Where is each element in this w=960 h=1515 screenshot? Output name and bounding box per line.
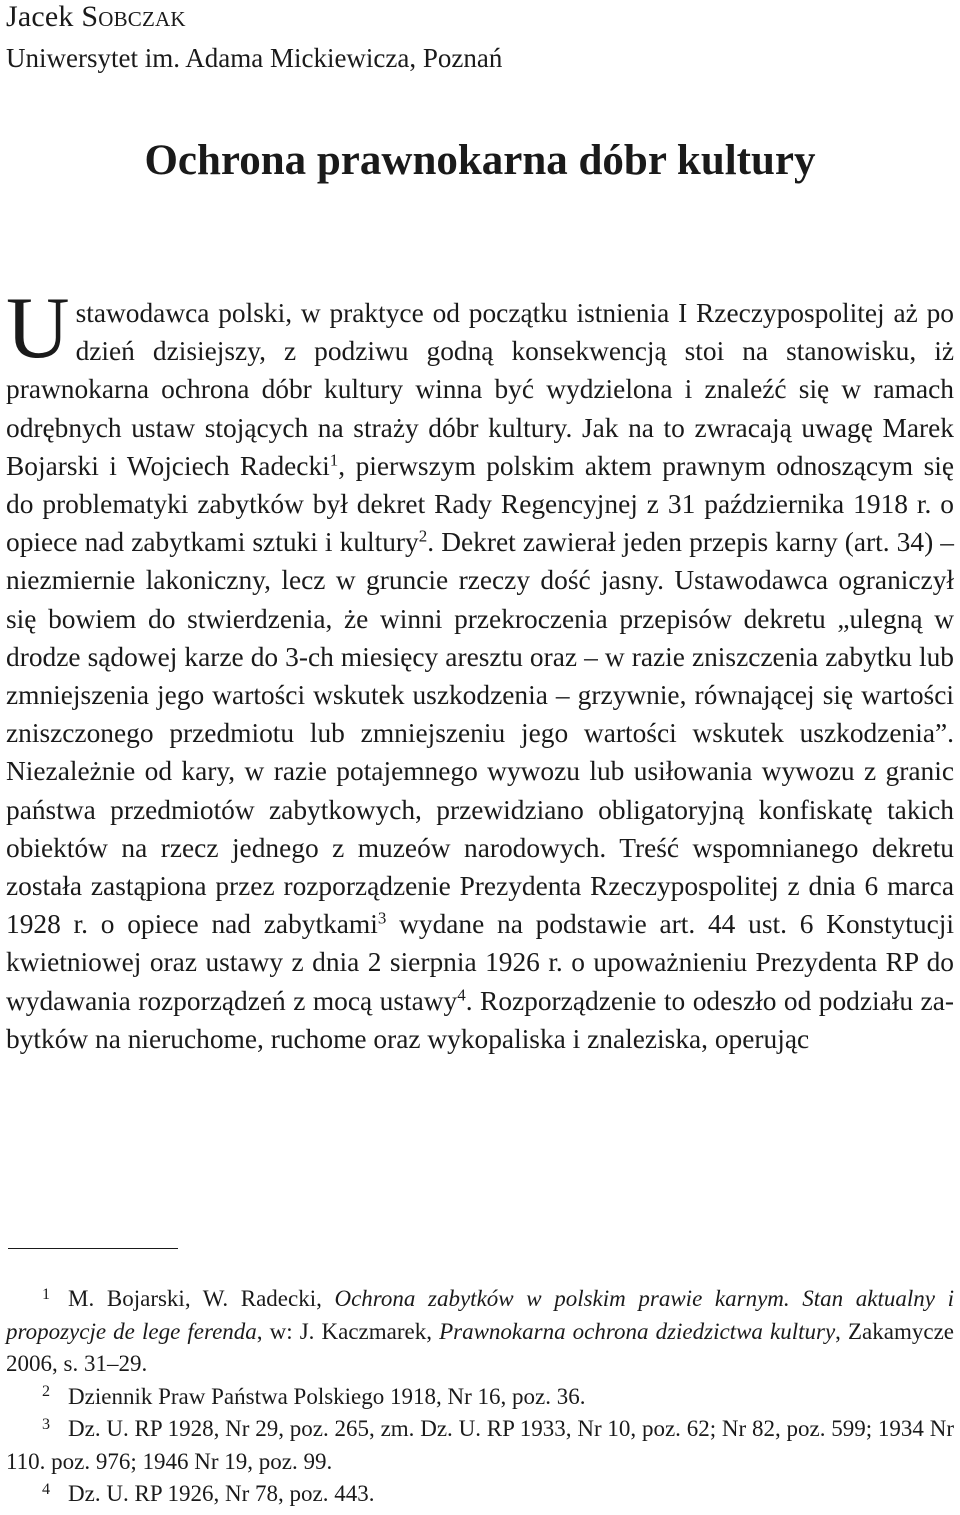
footnote-ref-4[interactable]: 4 bbox=[457, 985, 466, 1005]
author-affiliation: Uniwersytet im. Adama Mickiewicza, Poznań bbox=[6, 43, 503, 73]
footnote-text: Dz. U. RP 1926, Nr 78, poz. 443. bbox=[68, 1481, 375, 1506]
body-text-5: . Rozporządzenie to odeszło od podziału zabytków na nieruchome, ruchome oraz wykopaliska i znaleziska, operując bbox=[6, 985, 954, 1054]
article-body bbox=[6, 280, 954, 1058]
footnote-text: Dziennik Praw Państwa Polskiego 1918, Nr 16, poz. 36. bbox=[68, 1383, 586, 1409]
footnote-italic-title: Prawnokarna ochrona dziedzictwa kultury bbox=[439, 1318, 836, 1344]
footnote-ref-3[interactable]: 3 bbox=[377, 908, 387, 928]
body-text-1: stawodawca polski, w praktyce od początku istnienia I Rzeczypospolitej aż po dzień dzisiejszy, z podziwu godną konsekwencją stoi na stanowisku, iż prawnokarna ochrona dóbr kultury winna być wydzielona i znaleźć się w ramach odrębnych ustaw stojących na straży dóbr kultury. Jak na to zwracają uwagę Marek Bojarski i Wojciech Radecki bbox=[6, 298, 954, 481]
author-first-name: Jacek bbox=[6, 0, 74, 33]
footnote-number: 1 bbox=[42, 1285, 51, 1303]
footnote-text: , Zakamycze 2006, s. 31–29. bbox=[6, 1318, 954, 1376]
footnote-1 bbox=[6, 1283, 954, 1381]
footnote-text: Dz. U. RP 1928, Nr 29, poz. 265, zm. Dz. U. RP 1933, Nr 10, poz. 62; Nr 82, poz. 599; 1934 Nr 110. poz. 976; 1946 Nr 19, poz. 99. bbox=[6, 1416, 954, 1474]
footnote-number: 3 bbox=[42, 1415, 51, 1433]
footnote-italic-title: Ochrona zabytków w polskim prawie karnym. Stan aktualny i propozycje de lege ferenda bbox=[6, 1286, 954, 1344]
body-text-3: . Dekret zawierał jeden przepis karny (art. 34) – niezmiernie lakoniczny, lecz w gruncie rzeczy dość jasny. Ustawodawca ograniczył się bowiem do stwierdzenia, że winni przekroczenia przepisów dekretu „ulegną w drodze sądowej karze do 3-ch miesięcy aresztu oraz – w razie zniszczenia zabytku lub zmniejszenia jego wartości wskutek uszkodzenia – grzywnie, równającej się wartości zniszczonego przedmiotu lub zmniejszeniu jego wartości wskutek uszkodzenia”. Niezależnie od kary, w razie potajemnego wywozu lub usiłowania wywozu z granic państwa przedmiotów zabytkowych, przewidziano obligatoryjną konfiskatę takich obiektów na rzecz jednego z muzeów narodowych. Treść wspomnianego dekretu została zastąpiona przez rozporządzenie Prezydenta Rzeczypospolitej z dnia 6 marca 1928 r. o opiece nad zabytkami bbox=[6, 527, 954, 940]
author-name bbox=[6, 0, 186, 36]
footnote-3 bbox=[6, 1413, 954, 1478]
drop-cap: U bbox=[6, 280, 70, 377]
footnote-number: 2 bbox=[42, 1383, 51, 1401]
article-title: Ochrona prawnokarna dóbr kultury bbox=[144, 137, 816, 184]
footnote-2 bbox=[6, 1381, 954, 1414]
footnote-ref-2[interactable]: 2 bbox=[418, 526, 428, 546]
footnote-ref-1[interactable]: 1 bbox=[329, 450, 339, 470]
footnote-text: M. Bojarski, W. Radecki, bbox=[68, 1286, 335, 1311]
footnote-4 bbox=[6, 1478, 954, 1511]
body-text-4: wydane na podstawie art. 44 ust. 6 Konstytucji kwietniowej oraz ustawy z dnia 2 sierpnia 1926 r. o upoważnieniu Prezydenta RP do wydawania rozporządzeń z mocą ustawy bbox=[6, 909, 954, 1016]
footnotes bbox=[6, 1283, 954, 1511]
footnote-number: 4 bbox=[42, 1480, 51, 1498]
author-last-name: Sobczak bbox=[81, 0, 186, 33]
body-text-2: , pierwszym polskim aktem prawnym odnoszącym się do problematyki zabytków był dekret Rady Regencyjnej z 31 października 1918 r. o opiece nad zabytkami sztuki i kultury bbox=[6, 450, 954, 558]
footnote-text: , w: J. Kaczmarek, bbox=[256, 1318, 440, 1344]
footnote-separator bbox=[8, 1248, 178, 1249]
